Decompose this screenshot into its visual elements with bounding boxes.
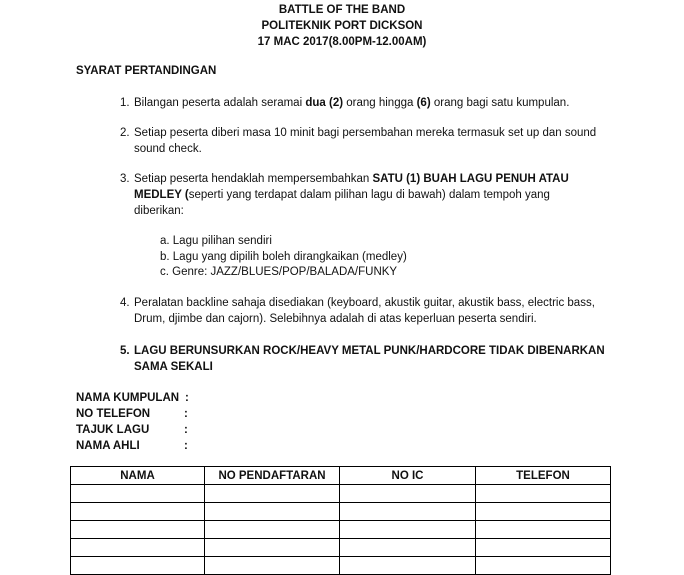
rule-number: 2. [120,127,130,139]
rule-number: 3. [120,173,130,185]
rule-item-3 [120,171,620,219]
field-label: TAJUK LAGU [76,424,150,436]
form-field-band-name [76,390,189,406]
rule-text-line: Drum, djimbe dan cajorn). Selebihnya adalah di atas keperluan peserta sendiri. [134,313,537,325]
rule-item-4 [120,295,620,327]
table-row [71,521,611,539]
table-cell[interactable] [71,521,205,539]
table-cell[interactable] [476,503,611,521]
document-header [0,2,684,50]
rule-text [134,295,620,327]
event-title: BATTLE OF THE BAND [278,4,406,16]
table-cell[interactable] [205,539,340,557]
rule-text-line: sound check. [134,143,202,155]
table-cell[interactable] [205,521,340,539]
rule-number: 5. [120,345,130,357]
rule-text-line: LAGU BERUNSURKAN ROCK/HEAVY METAL PUNK/HARDCORE TIDAK DIBENARKAN [134,345,605,357]
table-cell[interactable] [340,503,476,521]
table-cell[interactable] [71,503,205,521]
rule-item-5 [120,343,620,375]
field-colon: : [184,440,188,452]
table-cell[interactable] [340,539,476,557]
rule-text [134,95,620,111]
rule-number: 4. [120,297,130,309]
table-cell[interactable] [476,485,611,503]
rule-text-line: diberikan: [134,205,184,217]
rule-text-part: orang bagi satu kumpulan. [430,97,570,109]
rule-text-line: Setiap peserta diberi masa 10 minit bagi persembahan mereka termasuk set up dan sound [134,127,597,139]
rule-number: 1. [120,97,130,109]
column-header-nama: NAMA [71,467,205,485]
rule-text [134,343,620,375]
rule-text-bold: MEDLEY ( [134,189,189,201]
rule-text-bold: (6) [416,97,431,109]
table-cell[interactable] [71,557,205,575]
form-field-song-title [76,422,188,438]
members-table [70,466,611,575]
column-header-no-ic: NO IC [340,467,476,485]
table-row [71,503,611,521]
sublist-item: a. Lagu pilihan sendiri [160,235,272,247]
field-label: NAMA KUMPULAN [76,392,180,404]
rule-text-bold: dua (2) [305,97,344,109]
table-row [71,539,611,557]
table-cell[interactable] [476,521,611,539]
field-label: NAMA AHLI [76,440,140,452]
column-header-no-pendaftaran: NO PENDAFTARAN [205,467,340,485]
organizer-name: POLITEKNIK PORT DICKSON [261,20,423,32]
table-cell[interactable] [476,557,611,575]
section-title: SYARAT PERTANDINGAN [76,65,217,77]
table-row [71,557,611,575]
rule-text-part: orang hingga [343,97,417,109]
event-date: 17 MAC 2017(8.00PM-12.00AM) [257,36,427,48]
sublist-item: b. Lagu yang dipilih boleh dirangkaikan (medley) [160,250,407,263]
rule-text-line: SAMA SEKALI [134,361,213,373]
rule-item-2 [120,125,620,157]
form-field-phone [76,406,188,422]
table-cell[interactable] [71,539,205,557]
table-cell[interactable] [205,557,340,575]
field-colon: : [184,424,188,436]
table-cell[interactable] [340,557,476,575]
rule-text [134,171,620,219]
rule-text-part: Bilangan peserta adalah seramai [134,97,306,109]
registration-form [76,390,189,454]
field-colon: : [185,392,189,404]
sublist-item: c. Genre: JAZZ/BLUES/POP/BALADA/FUNKY [160,266,398,278]
rule-text-bold: SATU (1) BUAH LAGU PENUH ATAU [372,173,569,185]
table-header-row [71,467,611,485]
field-label: NO TELEFON [76,408,151,420]
field-colon: : [184,408,188,420]
table-cell[interactable] [205,503,340,521]
rule-text-line: Peralatan backline sahaja disediakan (keyboard, akustik guitar, akustik bass, electric bass, [134,297,595,309]
table-cell[interactable] [340,485,476,503]
rule-text [134,125,620,157]
table-cell[interactable] [205,485,340,503]
column-header-telefon: TELEFON [476,467,611,485]
table-cell[interactable] [340,521,476,539]
table-row [71,485,611,503]
rule-text-part: Setiap peserta hendaklah mempersembahkan [134,173,373,185]
form-field-members [76,438,188,454]
rule-3-sublist [160,234,407,281]
table-cell[interactable] [476,539,611,557]
rule-item-1 [120,95,620,111]
rule-text-part: seperti yang terdapat dalam pilihan lagu di bawah) dalam tempoh yang [188,189,550,201]
table-cell[interactable] [71,485,205,503]
